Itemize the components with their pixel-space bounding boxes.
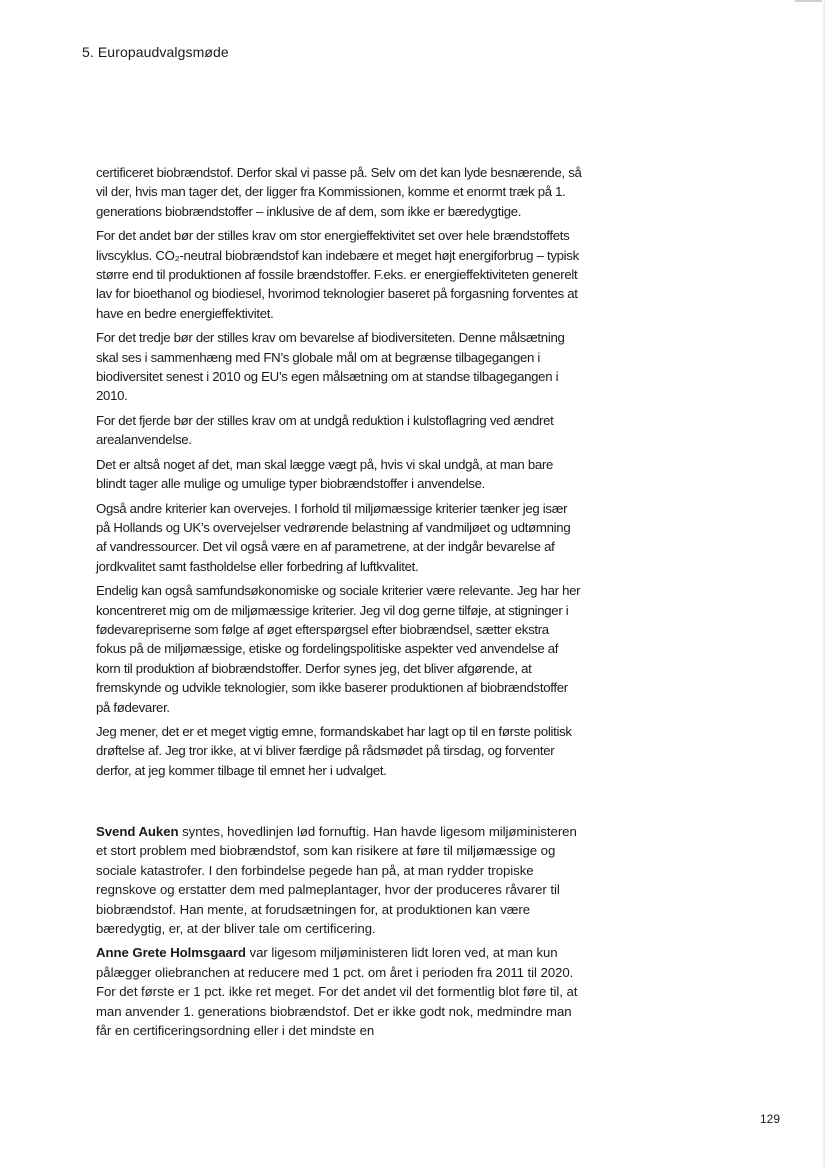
paragraph: certificeret biobrændstof. Derfor skal vi passe på. Selv om det kan lyde besnærende, så vil der, hvis man tager det, der ligger fra Kommissionen, komme et enormt træk på 1. generations biobrændstoffer – inklusive de af dem, som ikke er bæredygtige.: [96, 165, 582, 219]
page-header: 5. Europaudvalgsmøde: [82, 44, 229, 60]
paragraph: For det tredje bør der stilles krav om bevarelse af biodiversiteten. Denne målsætning skal ses i sammenhæng med FN’s globale mål om at begrænse tilbagegangen i biodiversitet senest i 2010 og EU’s egen målsætning om at standse tilbagegangen i 2010.: [96, 330, 565, 404]
paragraph: Endelig kan også samfundsøkonomiske og sociale kriterier være relevante. Jeg har her koncentreret mig om de miljømæssige kriterier. Jeg vil dog gerne tilføje, at stigninger i fødevarepriserne som følge af øget efterspørgsel efter biobrændsel, sætter ekstra fokus på de miljømæssige, etiske og fordelingspolitiske aspekter ved anvendelse af korn til produktion af biobrændstoffer. Derfor synes jeg, det bliver afgørende, at fremskynde og udvikle teknologier, som ikke baserer produktionen af biobrændstoffer på fødevarer.: [96, 583, 581, 715]
minister-statement: [96, 163, 582, 785]
paragraph: Det er altså noget af det, man skal lægge vægt på, hvis vi skal undgå, at man bare blindt tager alle mulige og umulige typer biobrændstoffer i anvendelse.: [96, 456, 554, 492]
speaker-paragraph: [96, 943, 582, 1040]
scan-artifact-top: [795, 0, 825, 2]
speaker-remark: syntes, hovedlinjen lød fornuftig. Han havde ligesom miljøministeren et stort problem med biobrændstof, som kan risikere at føre til miljømæssige og sociale katastrofer. I den forbindelse pegede han på, at man rydder tropiske regnskove og erstatter dem med palmeplantager, hvor der produceres råvarer til biobrændstof. Han mente, at forudsætningen for, at produktionen kan være bæredygtig, er, at der bliver tale om certificering.: [96, 824, 577, 937]
paragraph: Jeg mener, det er et meget vigtig emne, formandskabet har lagt op til en første politisk drøftelse af. Jeg tror ikke, at vi bliver færdige på rådsmødet på tirsdag, og forventer derfor, at jeg kommer tilbage til emnet her i udvalget.: [96, 723, 572, 778]
paragraph: For det fjerde bør der stilles krav om at undgå reduktion i kulstoflagring ved ændret arealanvendelse.: [96, 412, 554, 448]
speaker-name: Anne Grete Holmsgaard: [96, 945, 246, 961]
page-number: 129: [760, 1112, 781, 1126]
speaker-paragraph: [96, 822, 582, 938]
paragraph: Også andre kriterier kan overvejes. I forhold til miljømæssige kriterier tænker jeg især på Hollands og UK’s overvejelser vedrørende belastning af vandmiljøet og udtømning af vandressourcer. Det vil også være en af parametrene, at der indgår bevarelse af jordkvalitet samt fastholdelse eller forbedring af luftkvalitet.: [96, 500, 571, 574]
paragraph: For det andet bør der stilles krav om stor energieffektivitet set over hele brændstoffets livscyklus. CO₂-neutral biobrændstof kan indebære et meget højt energiforbrug – typisk større end til produktionen af fossile brændstoffer. F.eks. er energieffektiviteten generelt lav for bioethanol og biodiesel, hvorimod teknologier baseret på forgasning forventes at have en bedre energieffektivitet.: [96, 228, 579, 321]
speaker-name: Svend Auken: [96, 824, 179, 839]
speaker-remark: var ligesom miljøministeren lidt loren ved, at man kun pålægger oliebranchen at reducere med 1 pct. om året i perioden fra 2011 til 2020. For det første er 1 pct. ikke ret meget. For det andet vil det formentlig blot føre til, at man anvender 1. generations biobrændstof. Det er ikke godt nok, medmindre man får en certificeringsordning eller i det mindste en: [96, 945, 578, 1039]
committee-remarks: [96, 822, 582, 1045]
